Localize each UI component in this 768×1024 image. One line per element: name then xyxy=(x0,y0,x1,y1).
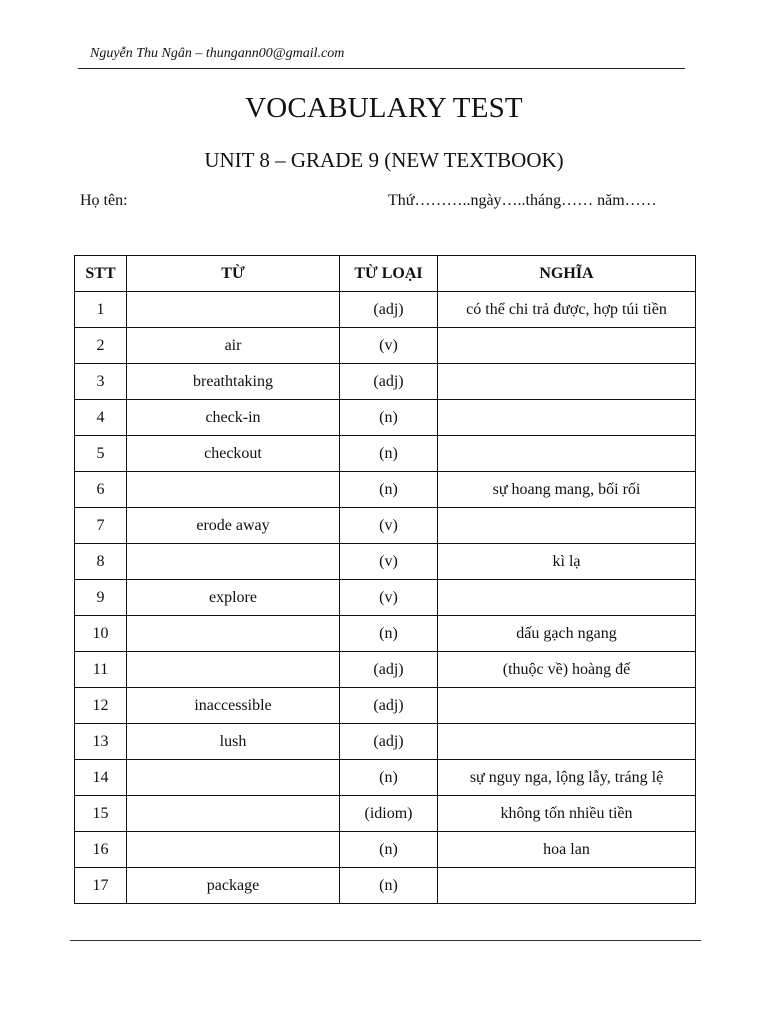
table-row xyxy=(75,652,696,688)
cell-meaning xyxy=(438,508,696,544)
cell-word-type: (n) xyxy=(340,400,438,436)
vocabulary-table xyxy=(74,255,696,904)
table-row xyxy=(75,688,696,724)
table-row xyxy=(75,796,696,832)
table-row xyxy=(75,580,696,616)
page-subtitle: UNIT 8 – GRADE 9 (NEW TEXTBOOK) xyxy=(204,148,564,172)
cell-word: air xyxy=(127,328,340,364)
cell-word-type: (n) xyxy=(340,760,438,796)
date-field-label: Thứ………..ngày…..tháng…… năm…… xyxy=(388,192,657,209)
cell-word-type: (idiom) xyxy=(340,796,438,832)
table-row xyxy=(75,292,696,328)
cell-word: breathtaking xyxy=(127,364,340,400)
cell-meaning xyxy=(438,724,696,760)
cell-stt: 4 xyxy=(75,400,127,436)
cell-word xyxy=(127,292,340,328)
table-header-row xyxy=(75,256,696,292)
header-word-type: TỪ LOẠI xyxy=(340,256,438,292)
cell-stt: 10 xyxy=(75,616,127,652)
cell-word-type: (adj) xyxy=(340,652,438,688)
header-word: TỪ xyxy=(127,256,340,292)
cell-stt: 7 xyxy=(75,508,127,544)
table-row xyxy=(75,436,696,472)
cell-meaning: sự nguy nga, lộng lẫy, tráng lệ xyxy=(438,760,696,796)
page-title: VOCABULARY TEST xyxy=(245,92,523,124)
cell-word xyxy=(127,472,340,508)
cell-meaning xyxy=(438,436,696,472)
cell-word-type: (adj) xyxy=(340,364,438,400)
table-row xyxy=(75,508,696,544)
cell-meaning: (thuộc về) hoàng đế xyxy=(438,652,696,688)
cell-stt: 3 xyxy=(75,364,127,400)
cell-word-type: (n) xyxy=(340,616,438,652)
author-line: Nguyễn Thu Ngân – thungann00@gmail.com xyxy=(90,46,345,61)
cell-meaning: có thể chi trả được, hợp túi tiền xyxy=(438,292,696,328)
cell-meaning xyxy=(438,328,696,364)
cell-word xyxy=(127,796,340,832)
cell-word-type: (adj) xyxy=(340,724,438,760)
cell-meaning xyxy=(438,400,696,436)
cell-word-type: (adj) xyxy=(340,292,438,328)
cell-stt: 9 xyxy=(75,580,127,616)
cell-word xyxy=(127,760,340,796)
table-row xyxy=(75,472,696,508)
footer-divider xyxy=(70,940,701,941)
cell-word xyxy=(127,544,340,580)
cell-stt: 6 xyxy=(75,472,127,508)
header-divider xyxy=(78,68,685,69)
name-field-label: Họ tên: xyxy=(80,192,128,209)
cell-meaning: dấu gạch ngang xyxy=(438,616,696,652)
cell-stt: 8 xyxy=(75,544,127,580)
cell-word: package xyxy=(127,868,340,904)
cell-stt: 11 xyxy=(75,652,127,688)
table-row xyxy=(75,400,696,436)
cell-stt: 13 xyxy=(75,724,127,760)
cell-word xyxy=(127,616,340,652)
cell-meaning: hoa lan xyxy=(438,832,696,868)
table-row xyxy=(75,760,696,796)
cell-word: inaccessible xyxy=(127,688,340,724)
cell-stt: 5 xyxy=(75,436,127,472)
cell-meaning: kì lạ xyxy=(438,544,696,580)
cell-stt: 2 xyxy=(75,328,127,364)
header-meaning: NGHĨA xyxy=(438,256,696,292)
cell-word-type: (n) xyxy=(340,832,438,868)
cell-word: erode away xyxy=(127,508,340,544)
header-stt: STT xyxy=(75,256,127,292)
cell-word: check-in xyxy=(127,400,340,436)
cell-meaning xyxy=(438,868,696,904)
cell-word-type: (n) xyxy=(340,868,438,904)
cell-stt: 1 xyxy=(75,292,127,328)
cell-meaning xyxy=(438,364,696,400)
cell-word: checkout xyxy=(127,436,340,472)
cell-meaning xyxy=(438,688,696,724)
cell-stt: 14 xyxy=(75,760,127,796)
table-row xyxy=(75,364,696,400)
table-row xyxy=(75,328,696,364)
cell-word-type: (n) xyxy=(340,436,438,472)
cell-stt: 15 xyxy=(75,796,127,832)
cell-word-type: (v) xyxy=(340,580,438,616)
cell-word-type: (v) xyxy=(340,508,438,544)
cell-stt: 12 xyxy=(75,688,127,724)
table-row xyxy=(75,832,696,868)
cell-word-type: (v) xyxy=(340,544,438,580)
cell-word: lush xyxy=(127,724,340,760)
cell-word xyxy=(127,832,340,868)
cell-word-type: (v) xyxy=(340,328,438,364)
cell-meaning xyxy=(438,580,696,616)
table-row xyxy=(75,616,696,652)
cell-meaning: không tốn nhiều tiền xyxy=(438,796,696,832)
cell-stt: 17 xyxy=(75,868,127,904)
cell-word xyxy=(127,652,340,688)
table-row xyxy=(75,724,696,760)
table-row xyxy=(75,868,696,904)
table-body xyxy=(75,292,696,904)
cell-meaning: sự hoang mang, bối rối xyxy=(438,472,696,508)
cell-word: explore xyxy=(127,580,340,616)
table-row xyxy=(75,544,696,580)
cell-word-type: (adj) xyxy=(340,688,438,724)
cell-word-type: (n) xyxy=(340,472,438,508)
cell-stt: 16 xyxy=(75,832,127,868)
